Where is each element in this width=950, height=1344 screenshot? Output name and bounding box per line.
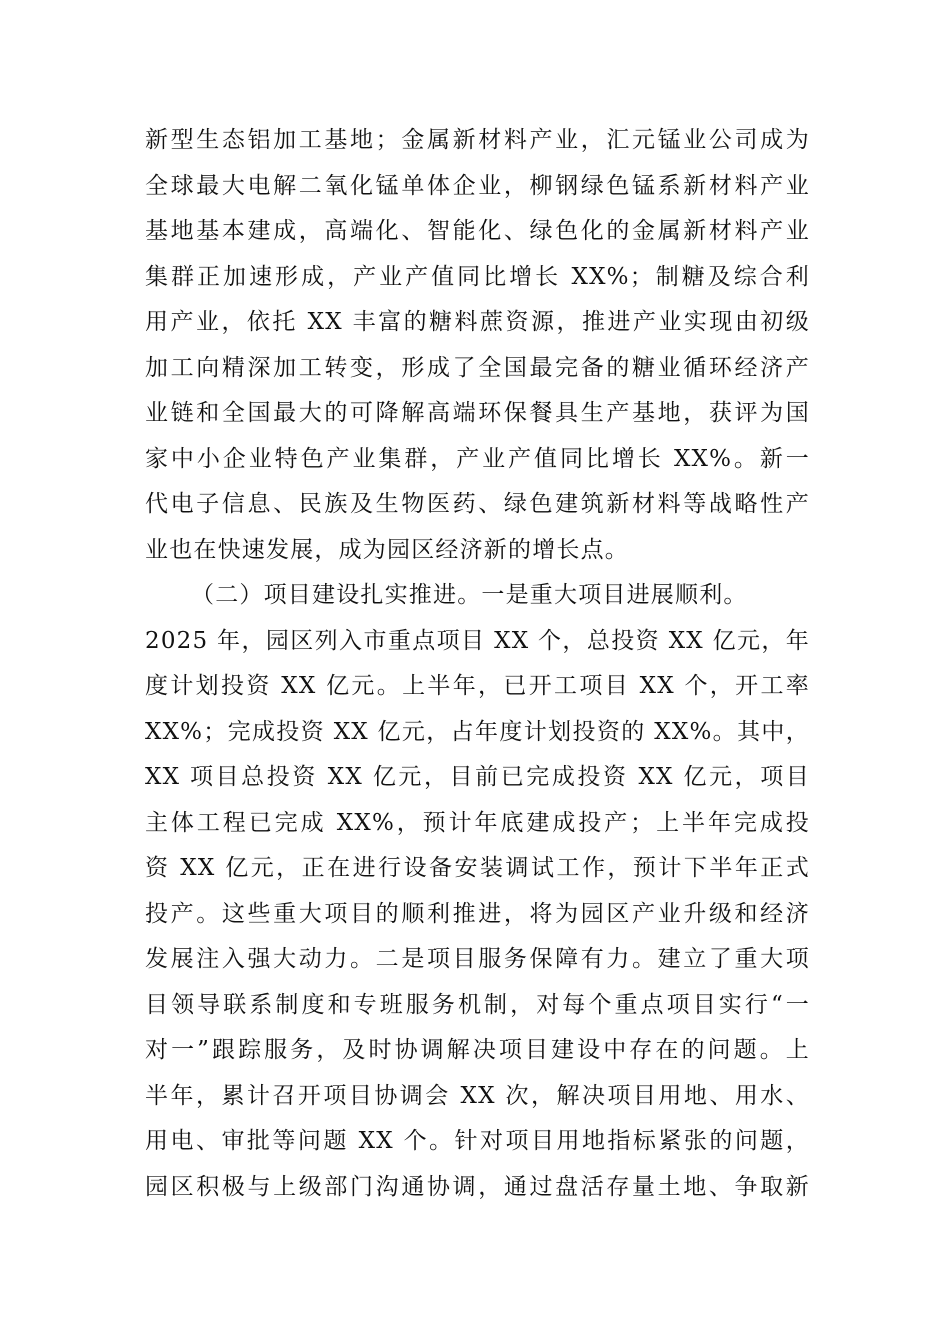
- text-line: 资 XX 亿元，正在进行设备安装调试工作，预计下半年正式: [145, 855, 810, 881]
- text-line: 半年，累计召开项目协调会 XX 次，解决项目用地、用水、: [145, 1082, 810, 1109]
- text-line: 家中小企业特色产业集群，产业产值同比增长 XX%。新一: [145, 445, 810, 472]
- text-line: 对一”跟踪服务，及时协调解决项目建设中存在的问题。上: [145, 1037, 810, 1063]
- text-line: 2025 年，园区列入市重点项目 XX 个，总投资 XX 亿元，年: [145, 627, 810, 654]
- text-line: 度计划投资 XX 亿元。上半年，已开工项目 XX 个，开工率: [145, 673, 810, 699]
- text-line: XX 项目总投资 XX 亿元，目前已完成投资 XX 亿元，项目: [145, 764, 810, 790]
- text-line: 代电子信息、民族及生物医药、绿色建筑新材料等战略性产: [145, 491, 810, 517]
- text-line: 用产业，依托 XX 丰富的糖料蔗资源，推进产业实现由初级: [145, 309, 810, 335]
- text-line: 目领导联系制度和专班服务机制，对每个重点项目实行“一: [145, 991, 810, 1018]
- text-line: 发展注入强大动力。二是项目服务保障有力。建立了重大项: [145, 946, 810, 972]
- text-line: XX%；完成投资 XX 亿元，占年度计划投资的 XX%。其中，: [145, 718, 810, 745]
- text-line: 集群正加速形成，产业产值同比增长 XX%；制糖及综合利: [145, 263, 810, 290]
- document-body: [145, 118, 810, 1210]
- text-line: 全球最大电解二氧化锰单体企业，柳钢绿色锰系新材料产业: [145, 172, 810, 199]
- text-line: 业也在快速发展，成为园区经济新的增长点。: [145, 536, 629, 563]
- section-heading-line: （二）项目建设扎实推进。一是重大项目进展顺利。: [191, 582, 748, 608]
- text-line: 园区积极与上级部门沟通协调，通过盘活存量土地、争取新: [145, 1173, 810, 1200]
- text-line: 投产。这些重大项目的顺利推进，将为园区产业升级和经济: [145, 900, 810, 927]
- text-line: 主体工程已完成 XX%，预计年底建成投产；上半年完成投: [145, 809, 810, 836]
- text-line: 新型生态铝加工基地；金属新材料产业，汇元锰业公司成为: [145, 127, 810, 153]
- text-line: 基地基本建成，高端化、智能化、绿色化的金属新材料产业: [145, 218, 810, 244]
- text-line: 加工向精深加工转变，形成了全国最完备的糖业循环经济产: [145, 354, 810, 381]
- text-line: 用电、审批等问题 XX 个。针对项目用地指标紧张的问题，: [145, 1128, 810, 1154]
- text-line: 业链和全国最大的可降解高端环保餐具生产基地，获评为国: [145, 400, 810, 426]
